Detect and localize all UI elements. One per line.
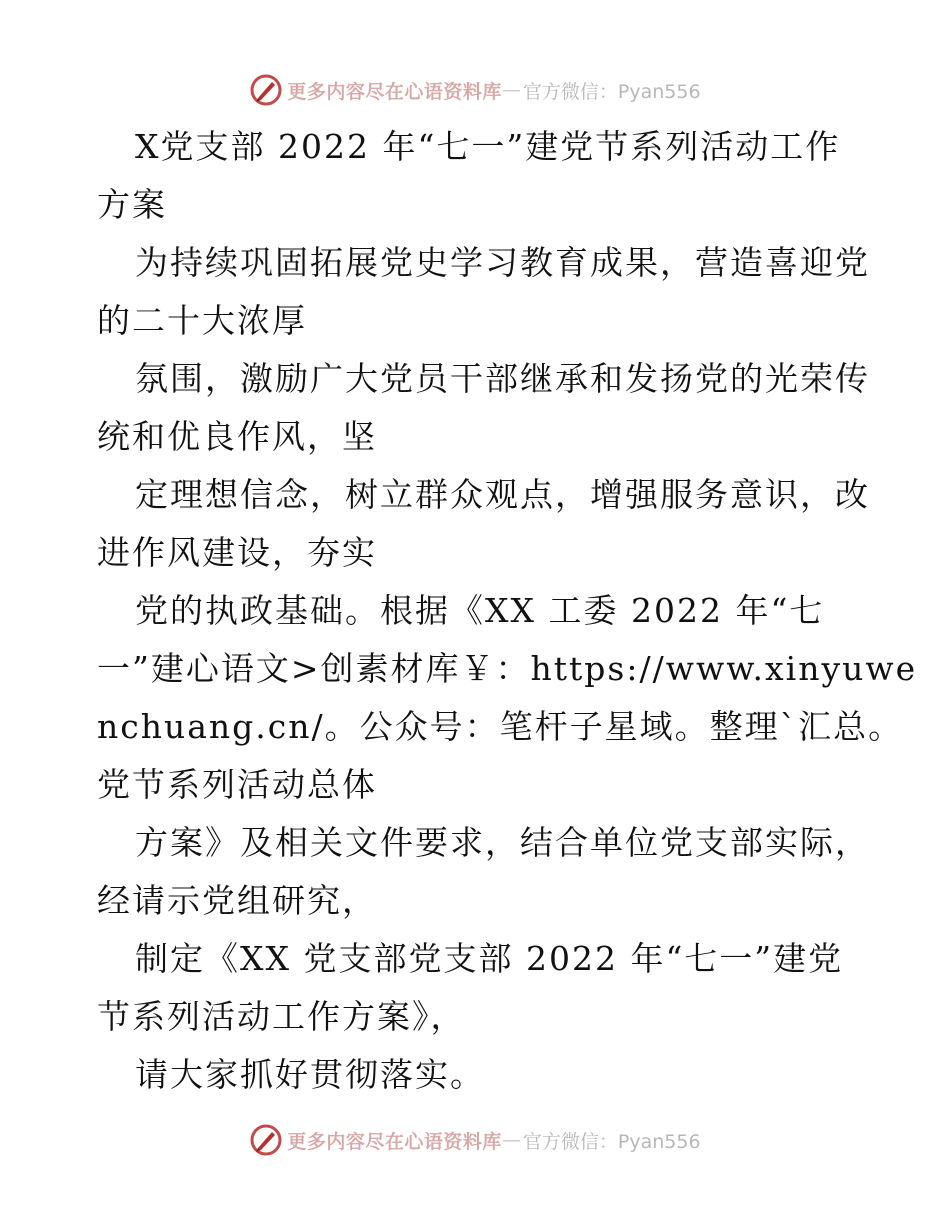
title-line-2: 方案 xyxy=(97,185,167,224)
footer-watermark xyxy=(0,1120,950,1160)
watermark-separator: — xyxy=(501,1129,521,1151)
document-body xyxy=(97,118,918,1104)
body-line: 经请示党组研究， xyxy=(97,881,377,920)
watermark-text: 更多内容尽在心语资料库 xyxy=(287,80,502,103)
watermark-separator: — xyxy=(501,79,521,101)
title-line-1: X党支部 2022 年“七一”建党节系列活动工作 xyxy=(135,127,841,166)
body-line: 一”建心语文>创素材库￥：https://www.xinyuwe xyxy=(97,649,918,688)
pen-logo-icon xyxy=(249,73,283,107)
body-line: 为持续巩固拓展党史学习教育成果，营造喜迎党 xyxy=(135,243,870,282)
watermark-text: 更多内容尽在心语资料库 xyxy=(287,1130,502,1153)
body-line: 定理想信念，树立群众观点，增强服务意识，改 xyxy=(135,475,870,514)
watermark-wechat: 官方微信：Pyan556 xyxy=(522,80,701,103)
body-line: 氛围，激励广大党员干部继承和发扬党的光荣传 xyxy=(135,359,870,398)
body-line: 进作风建设，夯实 xyxy=(97,533,377,572)
body-line: 党节系列活动总体 xyxy=(97,765,377,804)
body-line: nchuang.cn/。公众号：笔杆子星域。整理`汇总。 xyxy=(97,707,904,746)
body-line: 制定《XX 党支部党支部 2022 年“七一”建党 xyxy=(135,939,844,978)
body-line: 党的执政基础。根据《XX 工委 2022 年“七 xyxy=(135,591,825,630)
header-watermark xyxy=(0,70,950,110)
body-line: 统和优良作风，坚 xyxy=(97,417,377,456)
body-line: 请大家抓好贯彻落实。 xyxy=(135,1055,485,1094)
body-line: 的二十大浓厚 xyxy=(97,301,307,340)
watermark-wechat: 官方微信：Pyan556 xyxy=(522,1130,701,1153)
pen-logo-icon xyxy=(249,1123,283,1157)
body-line: 方案》及相关文件要求，结合单位党支部实际， xyxy=(135,823,870,862)
body-line: 节系列活动工作方案》， xyxy=(97,997,466,1036)
